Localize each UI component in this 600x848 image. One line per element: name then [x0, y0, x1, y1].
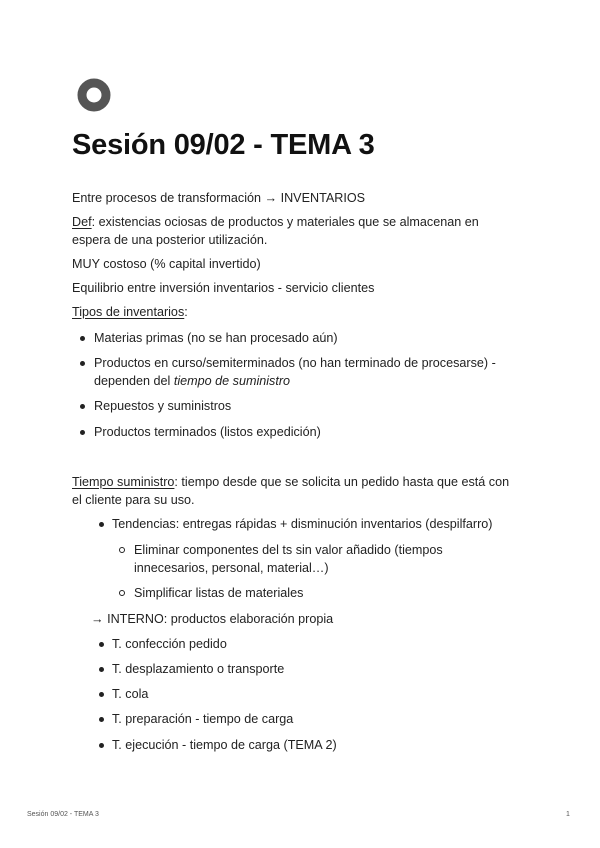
bullet-dot — [99, 667, 104, 672]
bullet-dot — [80, 336, 85, 341]
definition-text-2: espera de una posterior utilización. — [72, 233, 268, 247]
productos-curso-prefix: dependen del — [94, 374, 174, 388]
bullet-dot — [80, 404, 85, 409]
bullet-dot — [99, 717, 104, 722]
footer-page-number: 1 — [566, 811, 570, 818]
list-item-productos-terminados: Productos terminados (listos expedición) — [94, 425, 321, 439]
bullet-dot — [99, 642, 104, 647]
productos-curso-italic: tiempo de suministro — [173, 374, 291, 388]
list-item-productos-curso-line-1: Productos en curso/semiterminados (no han terminado de procesarse) - — [94, 356, 496, 370]
bullet-dot — [80, 430, 85, 435]
bullet-ring — [119, 590, 125, 596]
definition-label: Def — [72, 215, 92, 229]
list-item-productos-curso-line-2 — [94, 372, 290, 390]
list-item-t-confeccion: T. confección pedido — [112, 637, 227, 651]
paragraph-definition-line-1 — [72, 213, 479, 231]
sub-item-eliminar-line-2: innecesarios, personal, material…) — [134, 561, 329, 575]
bullet-dot — [99, 743, 104, 748]
tipos-label: Tipos de inventarios — [72, 305, 185, 319]
suministro-line-1 — [72, 473, 509, 491]
paragraph-cost: MUY costoso (% capital invertido) — [72, 257, 261, 271]
bullet-ring — [119, 547, 125, 553]
paragraph-intro: Entre procesos de transformación → INVENTARIOS — [72, 191, 366, 205]
definition-text-1: : existencias ociosas de productos y materiales que se almacenan en — [91, 215, 479, 229]
list-item-materias-primas: Materias primas (no se han procesado aún) — [94, 331, 338, 345]
suministro-text-2: el cliente para su uso. — [72, 493, 195, 507]
suministro-text-1: : tiempo desde que se solicita un pedido hasta que está con — [174, 475, 510, 489]
interno-line: → INTERNO: productos elaboración propia — [91, 612, 334, 626]
paragraph-balance: Equilibrio entre inversión inventarios - servicio clientes — [72, 281, 375, 295]
bullet-dot — [80, 361, 85, 366]
list-item-tendencias: Tendencias: entregas rápidas + disminución inventarios (despilfarro) — [112, 517, 493, 531]
suministro-label: Tiempo suministro — [72, 475, 175, 489]
list-item-t-preparacion: T. preparación - tiempo de carga — [112, 712, 294, 726]
list-item-repuestos: Repuestos y suministros — [94, 399, 232, 413]
bullet-dot — [99, 692, 104, 697]
list-item-t-cola: T. cola — [112, 687, 149, 701]
list-item-t-desplazamiento: T. desplazamiento o transporte — [112, 662, 285, 676]
tipos-colon: : — [184, 305, 188, 319]
footer-title: Sesión 09/02 - TEMA 3 — [27, 811, 99, 818]
page-title: Sesión 09/02 - TEMA 3 — [72, 129, 375, 161]
list-item-t-ejecucion: T. ejecución - tiempo de carga (TEMA 2) — [112, 738, 337, 752]
page-circle-icon — [77, 78, 111, 112]
sub-item-eliminar-line-1: Eliminar componentes del ts sin valor añadido (tiempos — [134, 543, 443, 557]
tipos-heading — [72, 303, 188, 321]
bullet-dot — [99, 522, 104, 527]
sub-item-simplificar: Simplificar listas de materiales — [134, 586, 304, 600]
